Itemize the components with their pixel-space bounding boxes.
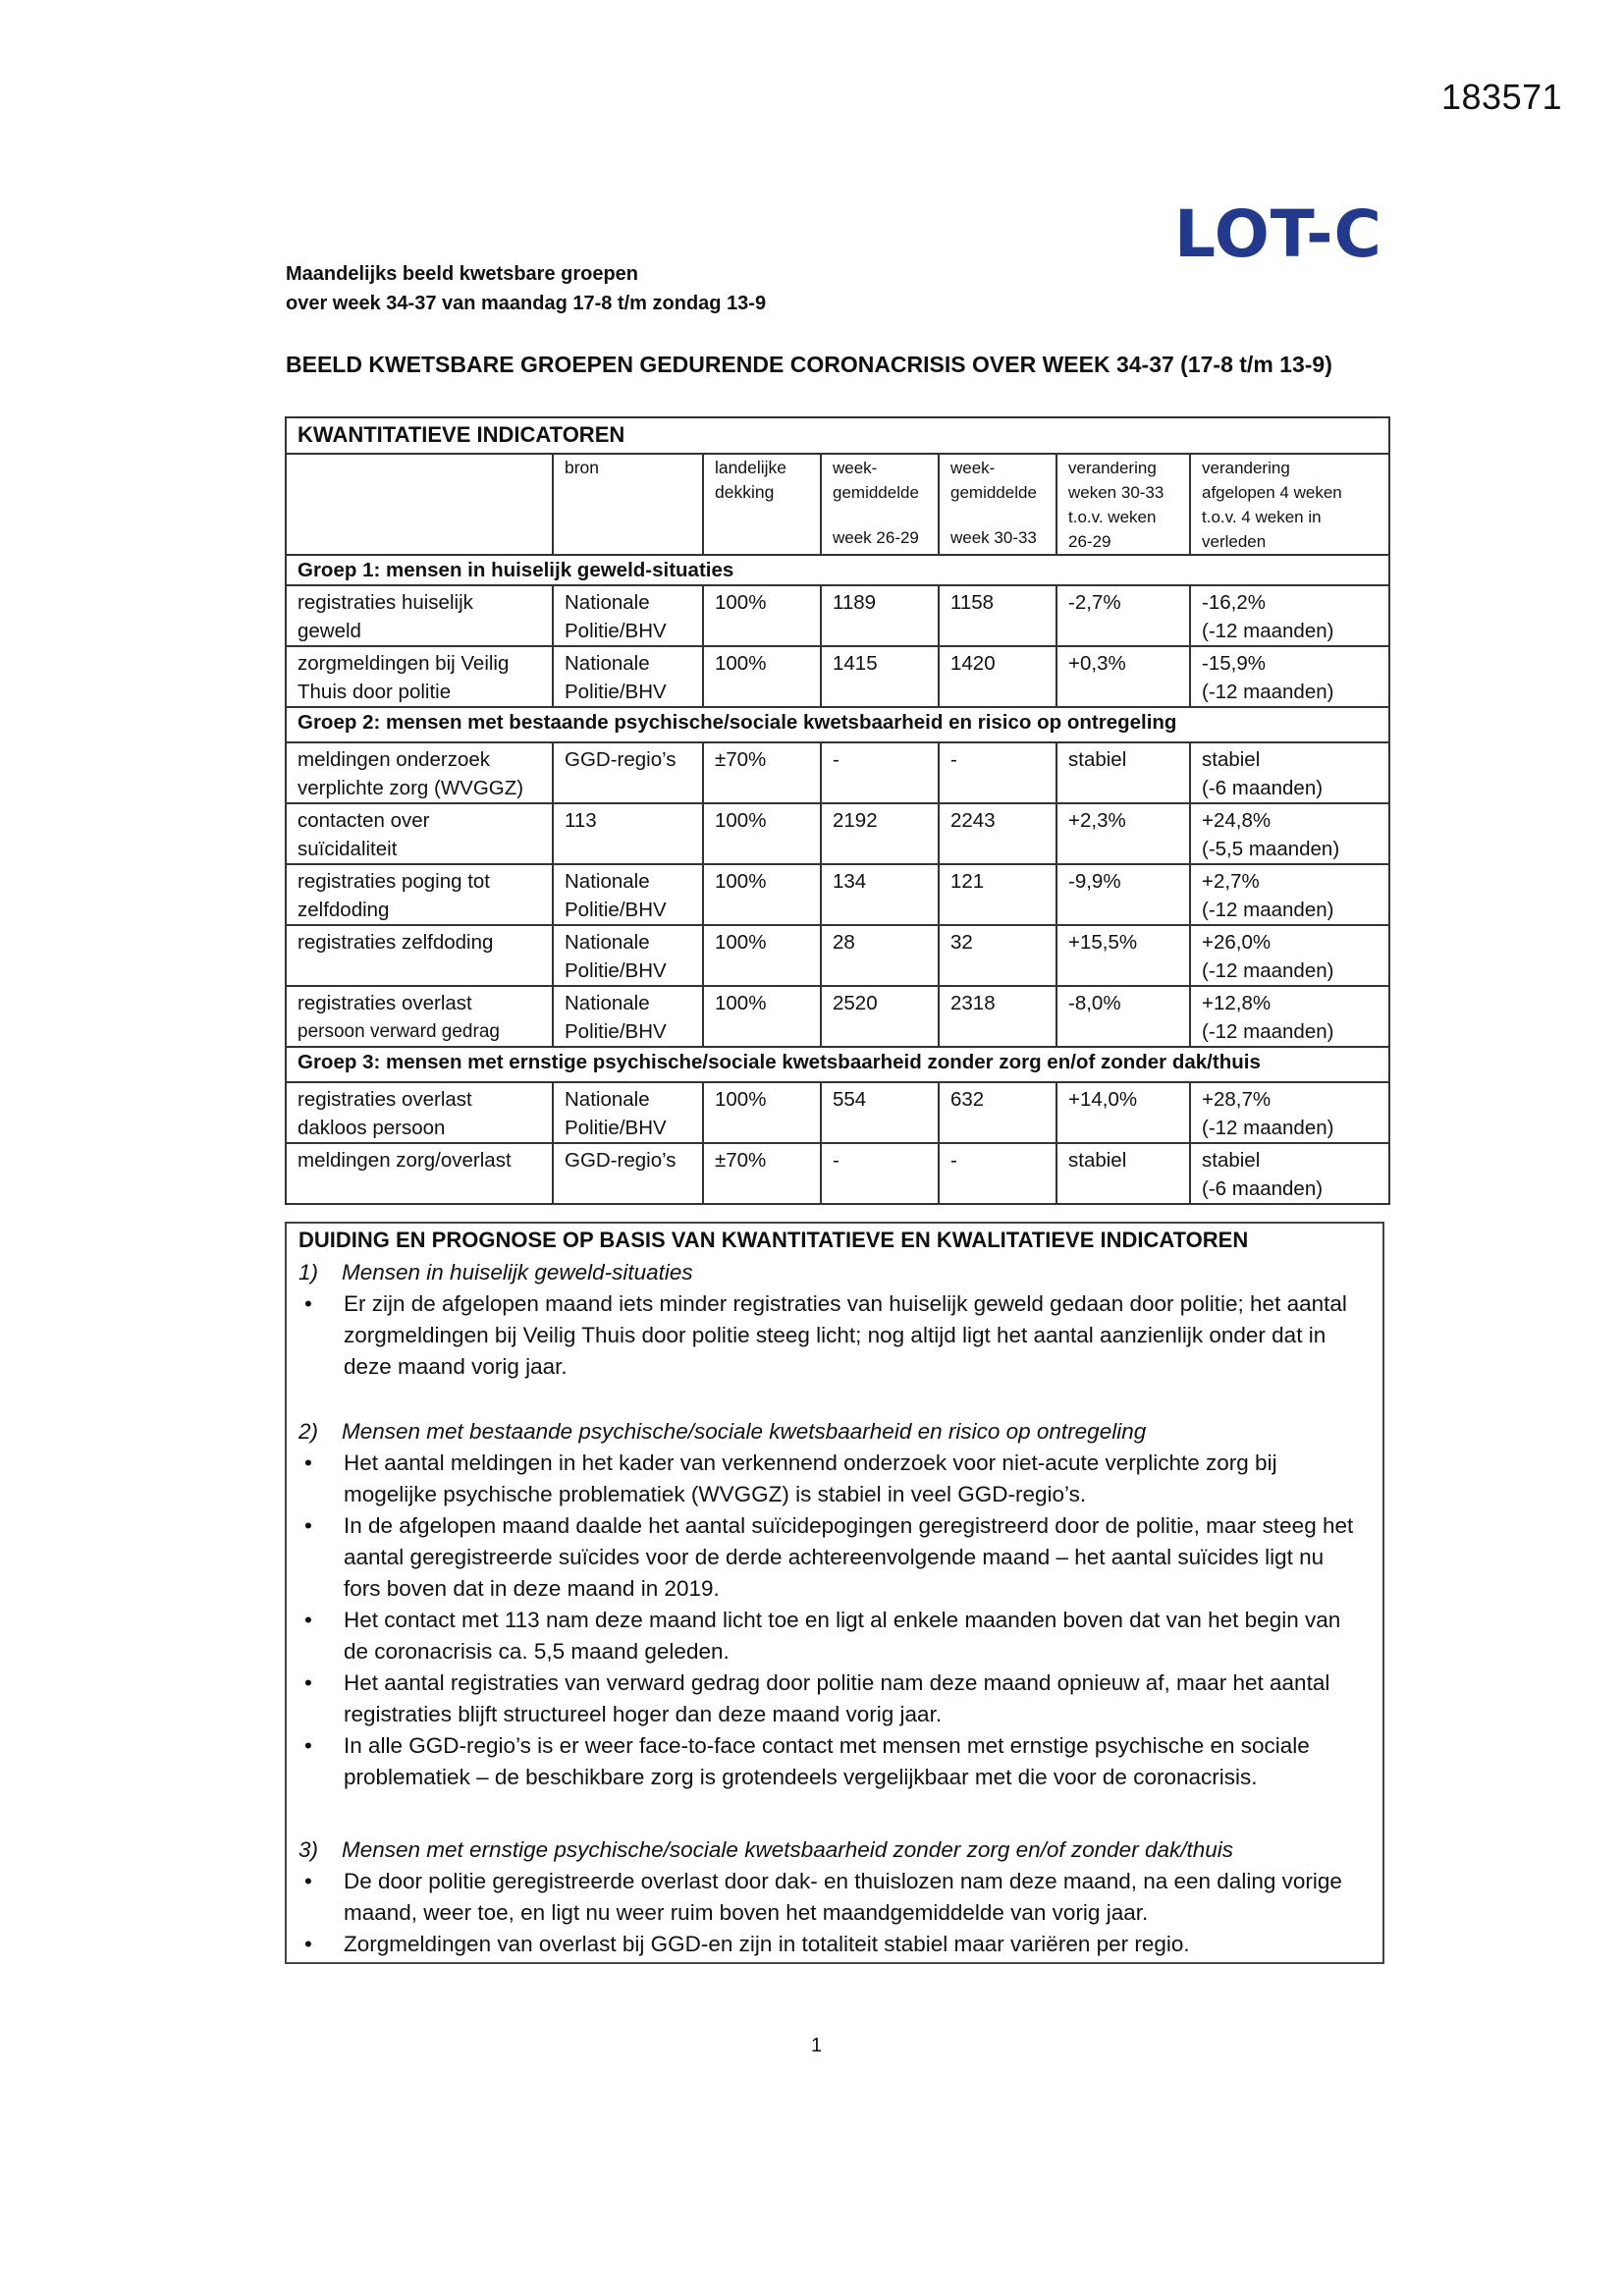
subtitle-line-2: over week 34-37 van maandag 17-8 t/m zondag 13-9 [286, 293, 767, 314]
cell-week-26-29: 554 [821, 1082, 939, 1143]
section-heading-text: Mensen in huiselijk geweld-situaties [342, 1260, 693, 1285]
table-row [286, 864, 1389, 925]
cell-change: -9,9% [1056, 864, 1190, 925]
cell-week-26-29: 2520 [821, 986, 939, 1047]
cell-indicator [286, 742, 553, 803]
cell-text: (-12 maanden) [1202, 681, 1334, 703]
cell-text: Politie/BHV [565, 1117, 667, 1139]
table-row [286, 986, 1389, 1047]
header-text: t.o.v. 4 weken in [1202, 508, 1322, 526]
page-title: BEELD KWETSBARE GROEPEN GEDURENDE CORONACRISIS OVER WEEK 34-37 (17-8 t/m 13-9) [286, 352, 1332, 377]
cell-text: Politie/BHV [565, 899, 667, 921]
cell-week-26-29: 1189 [821, 585, 939, 646]
table-row [286, 646, 1389, 707]
duiding-title: DUIDING EN PROGNOSE OP BASIS VAN KWANTITATIEVE EN KWALITATIEVE INDICATOREN [298, 1228, 1249, 1252]
cell-text: Nationale [565, 652, 650, 675]
cell-change: stabiel [1056, 742, 1190, 803]
cell-indicator [286, 864, 553, 925]
cell-change-4w [1190, 1143, 1389, 1204]
section-heading-text: Mensen met ernstige psychische/sociale kwetsbaarheid zonder zorg en/of zonder dak/thuis [342, 1837, 1233, 1862]
cell-change-4w [1190, 742, 1389, 803]
cell-week-26-29: - [821, 742, 939, 803]
section-1 [298, 1257, 1365, 1383]
cell-change-4w [1190, 864, 1389, 925]
cell-text: registraties zelfdoding [298, 931, 494, 954]
cell-text: Thuis door politie [298, 681, 452, 703]
header-indicator [286, 454, 553, 555]
list-item: • De door politie geregistreerde overlast door dak- en thuislozen nam deze maand, na een daling vorige maand, weer toe, en ligt nu weer ruim boven het maandgemiddelde van vorig jaar. [298, 1866, 1365, 1929]
cell-text: Politie/BHV [565, 620, 667, 642]
table-row [286, 803, 1389, 864]
table-title-row [286, 417, 1389, 454]
cell-change: +2,3% [1056, 803, 1190, 864]
header-text: week 26-29 [833, 528, 919, 547]
header-text: t.o.v. weken [1068, 508, 1157, 526]
cell-text: meldingen onderzoek [298, 748, 491, 771]
cell-source [553, 742, 703, 803]
cell-text: +12,8% [1202, 992, 1272, 1014]
cell-change-4w [1190, 803, 1389, 864]
group-2-label: Groep 2: mensen met bestaande psychische/sociale kwetsbaarheid en risico op ontregeling [286, 707, 1389, 742]
header-week-26-29 [821, 454, 939, 555]
cell-text: (-12 maanden) [1202, 959, 1334, 982]
list-item: • In de afgelopen maand daalde het aantal suïcidepogingen geregistreerd door de politie, maar steeg het aantal geregistreerde suïcides voor de derde achtereenvolgende maand – het aantal suïcides ligt nu fors boven dat in deze maand in 2019. [298, 1510, 1365, 1605]
cell-week-30-33: 1158 [939, 585, 1056, 646]
cell-text: dakloos persoon [298, 1117, 446, 1139]
header-dekking [703, 454, 821, 555]
cell-week-30-33: 1420 [939, 646, 1056, 707]
table-row [286, 925, 1389, 986]
cell-text: registraties overlast [298, 1088, 472, 1111]
cell-text: contacten over [298, 809, 430, 832]
cell-text: Politie/BHV [565, 681, 667, 703]
table-row [286, 742, 1389, 803]
cell-text: registraties overlast [298, 992, 472, 1014]
section-number: 1) [298, 1260, 319, 1285]
cell-change-4w [1190, 986, 1389, 1047]
cell-indicator [286, 803, 553, 864]
cell-source [553, 585, 703, 646]
cell-indicator [286, 646, 553, 707]
section-2-heading [298, 1416, 1365, 1448]
header-text: verandering [1068, 459, 1157, 477]
section-number: 2) [298, 1419, 319, 1444]
section-3-heading [298, 1834, 1365, 1866]
cell-coverage: 100% [703, 1082, 821, 1143]
cell-text: Nationale [565, 591, 650, 614]
cell-change-4w [1190, 1082, 1389, 1143]
cell-text: zelfdoding [298, 899, 390, 921]
cell-text: registraties huiselijk [298, 591, 473, 614]
document-subtitle [286, 259, 766, 318]
cell-source [553, 925, 703, 986]
cell-text: stabiel [1202, 748, 1261, 771]
section-3 [298, 1834, 1365, 1960]
cell-text: Nationale [565, 1088, 650, 1111]
header-text: dekking [715, 482, 775, 502]
header-text: landelijke [715, 458, 786, 477]
cell-week-26-29: 134 [821, 864, 939, 925]
cell-source [553, 803, 703, 864]
cell-text: -15,9% [1202, 652, 1266, 675]
header-change-4-weeks [1190, 454, 1389, 555]
section-2 [298, 1416, 1365, 1793]
duiding-box [285, 1222, 1384, 1964]
bullet-list [298, 1448, 1365, 1793]
cell-coverage: 100% [703, 803, 821, 864]
header-week-30-33 [939, 454, 1056, 555]
cell-change-4w [1190, 646, 1389, 707]
cell-change: +14,0% [1056, 1082, 1190, 1143]
cell-text: (-6 maanden) [1202, 777, 1324, 799]
cell-week-26-29: 1415 [821, 646, 939, 707]
cell-text: GGD-regio’s [565, 1149, 677, 1172]
cell-text: +28,7% [1202, 1088, 1272, 1111]
cell-source [553, 864, 703, 925]
cell-change: +15,5% [1056, 925, 1190, 986]
cell-week-26-29: 2192 [821, 803, 939, 864]
cell-source [553, 646, 703, 707]
group-3-label: Groep 3: mensen met ernstige psychische/sociale kwetsbaarheid zonder zorg en/of zonder dak/thuis [286, 1047, 1389, 1082]
list-item: • Het aantal meldingen in het kader van verkennend onderzoek voor niet-acute verplichte zorg bij mogelijke psychische problematiek (WVGGZ) is stabiel in veel GGD-regio’s. [298, 1448, 1365, 1510]
cell-coverage: 100% [703, 585, 821, 646]
cell-text: meldingen zorg/overlast [298, 1149, 512, 1172]
header-text: afgelopen 4 weken [1202, 483, 1342, 502]
cell-indicator [286, 925, 553, 986]
header-text: verandering [1202, 459, 1290, 477]
table-title: KWANTITATIEVE INDICATOREN [286, 417, 1389, 454]
page-number: 1 [811, 2035, 823, 2056]
header-text: week- [950, 459, 996, 477]
cell-week-26-29: 28 [821, 925, 939, 986]
table-row [286, 1082, 1389, 1143]
cell-text: (-12 maanden) [1202, 899, 1334, 921]
header-text: gemiddelde [950, 483, 1037, 502]
cell-text: Politie/BHV [565, 1020, 667, 1043]
cell-text: (-12 maanden) [1202, 1117, 1334, 1139]
cell-indicator [286, 585, 553, 646]
cell-week-30-33: 2243 [939, 803, 1056, 864]
cell-text: (-12 maanden) [1202, 620, 1334, 642]
cell-text: GGD-regio’s [565, 748, 677, 771]
cell-coverage: ±70% [703, 742, 821, 803]
cell-coverage: 100% [703, 925, 821, 986]
cell-text: (-6 maanden) [1202, 1177, 1324, 1200]
cell-indicator [286, 1143, 553, 1204]
group-1-label: Groep 1: mensen in huiselijk geweld-situaties [286, 555, 1389, 585]
header-text: weken 30-33 [1068, 483, 1164, 502]
bullet-list [298, 1866, 1365, 1960]
list-item: • Het aantal registraties van verward gedrag door politie nam deze maand opnieuw af, maar het aantal registraties blijft structureel hoger dan deze maand vorig jaar. [298, 1667, 1365, 1730]
header-bron [553, 454, 703, 555]
table-row [286, 585, 1389, 646]
cell-coverage: 100% [703, 864, 821, 925]
cell-indicator [286, 1082, 553, 1143]
header-text: 26-29 [1068, 532, 1111, 551]
section-heading-text: Mensen met bestaande psychische/sociale kwetsbaarheid en risico op ontregeling [342, 1419, 1147, 1444]
header-text: week- [833, 459, 878, 477]
header-change-weeks [1056, 454, 1190, 555]
subtitle-line-1: Maandelijks beeld kwetsbare groepen [286, 263, 639, 285]
bullet-list [298, 1288, 1365, 1383]
cell-text: Nationale [565, 870, 650, 893]
cell-text: -16,2% [1202, 591, 1266, 614]
cell-week-30-33: - [939, 742, 1056, 803]
cell-text: Nationale [565, 931, 650, 954]
cell-week-30-33: 121 [939, 864, 1056, 925]
indicators-table [285, 416, 1390, 1205]
group-row [286, 555, 1389, 585]
cell-text: Nationale [565, 992, 650, 1014]
table-header-row [286, 454, 1389, 555]
list-item: • In alle GGD-regio’s is er weer face-to-face contact met mensen met ernstige psychische en sociale problematiek – de beschikbare zorg is grotendeels vergelijkbaar met die voor de coronacrisis. [298, 1730, 1365, 1793]
cell-coverage: 100% [703, 986, 821, 1047]
list-item: • Er zijn de afgelopen maand iets minder registraties van huiselijk geweld gedaan door politie; het aantal zorgmeldingen bij Veilig Thuis door politie steeg licht; nog altijd ligt het aantal aanzienlijk onder dat in deze maand vorig jaar. [298, 1288, 1365, 1383]
cell-coverage: ±70% [703, 1143, 821, 1204]
cell-text: stabiel [1202, 1149, 1261, 1172]
group-row [286, 1047, 1389, 1082]
header-text: verleden [1202, 532, 1267, 551]
cell-coverage: 100% [703, 646, 821, 707]
cell-indicator [286, 986, 553, 1047]
cell-change: +0,3% [1056, 646, 1190, 707]
cell-text: persoon verward gedrag [298, 1021, 500, 1042]
cell-text: suïcidaliteit [298, 838, 398, 860]
cell-text: +24,8% [1202, 809, 1272, 832]
cell-source [553, 1082, 703, 1143]
cell-change: -8,0% [1056, 986, 1190, 1047]
cell-source [553, 986, 703, 1047]
cell-week-30-33: 632 [939, 1082, 1056, 1143]
cell-text: (-5,5 maanden) [1202, 838, 1340, 860]
cell-change-4w [1190, 585, 1389, 646]
cell-text: +26,0% [1202, 931, 1272, 954]
cell-change: -2,7% [1056, 585, 1190, 646]
cell-text: 113 [565, 809, 597, 832]
cell-change: stabiel [1056, 1143, 1190, 1204]
cell-text: Politie/BHV [565, 959, 667, 982]
header-bron-text: bron [565, 458, 600, 477]
document-id: 183571 [1441, 77, 1563, 117]
table-row [286, 1143, 1389, 1204]
list-item: • Het contact met 113 nam deze maand licht toe en ligt al enkele maanden boven dat van het begin van de coronacrisis ca. 5,5 maand geleden. [298, 1605, 1365, 1667]
cell-week-30-33: 2318 [939, 986, 1056, 1047]
lotc-logo: LOT-C [1174, 196, 1382, 272]
cell-week-30-33: 32 [939, 925, 1056, 986]
cell-change-4w [1190, 925, 1389, 986]
list-item: • Zorgmeldingen van overlast bij GGD-en zijn in totaliteit stabiel maar variëren per regio. [298, 1929, 1365, 1960]
cell-text: zorgmeldingen bij Veilig [298, 652, 510, 675]
group-row [286, 707, 1389, 742]
header-text: week 30-33 [950, 528, 1037, 547]
cell-week-26-29: - [821, 1143, 939, 1204]
cell-text: (-12 maanden) [1202, 1020, 1334, 1043]
cell-week-30-33: - [939, 1143, 1056, 1204]
header-text: gemiddelde [833, 483, 919, 502]
cell-text: geweld [298, 620, 361, 642]
cell-text: registraties poging tot [298, 870, 491, 893]
cell-text: verplichte zorg (WVGGZ) [298, 777, 524, 799]
cell-source [553, 1143, 703, 1204]
section-1-heading [298, 1257, 1365, 1288]
section-number: 3) [298, 1837, 319, 1862]
cell-text: +2,7% [1202, 870, 1260, 893]
